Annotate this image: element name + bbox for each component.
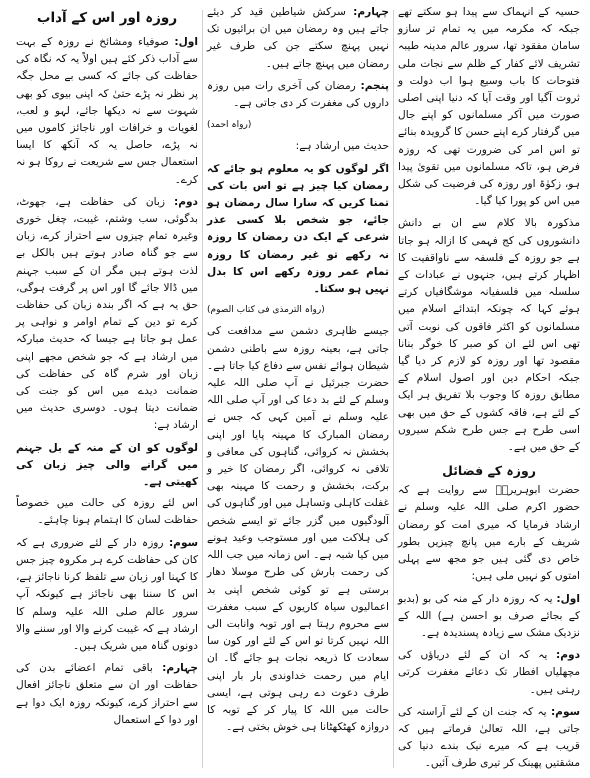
point-label: اول:: [556, 592, 580, 605]
column-middle: [203, 4, 393, 774]
paragraph-text: باقی تمام اعضائے بدن کی حفاظت اور ان سے متعلق ناجائز افعال سے احتراز کرے، کیونکہ روزہ ایک دوا ہے اور دوا کے استعمال: [16, 662, 198, 726]
point-label: اول:: [174, 36, 198, 48]
paragraph: [207, 323, 389, 736]
paragraph: [16, 194, 198, 435]
paragraph: [398, 704, 580, 773]
paragraph: [16, 34, 198, 189]
hadith-quote: لوگوں کو ان کے منہ کے بل جہنم میں گرانے والی چیز زبان کی کھیتی ہے۔: [16, 441, 198, 489]
paragraph-text: حسیہ کے انہماک سے پیدا ہو سکتے تھے جبکہ کہ مکرمہ میں یہ تمام تر سازو سامان مفقود تھا، سرور عالم مدینہ طیبہ تشریف لائے کفار کے ظلم سے نجات ملی فتوحات کا باب وسیع ہوا اب دولت و ثروت آگیا اور وقت آیا کہ دنیا اپنی اصلی صورت میں آکر مسلمانوں کو اپنے جال میں گرفتار کرے اپنے حسن کا گرویدہ بنائے تو اس امر کی ضرورت تھی کہ روزہ فرض ہو، تاکہ مسلمانوں میں تقویٰ پیدا ہو، زکوٰۃ اور روزہ کی فرضیت کی شکل میں اس کو پورا کیا گیا۔: [398, 6, 580, 208]
paragraph-text: روزہ دار کے لئے ضروری ہے کہ کان کی حفاظت کرے ہر مکروہ چیز جس کا کہنا اور زبان سے تلفظ کرنا ناجائز ہے، اس کا سننا بھی ناجائز ہے کیونکہ آپ سرور عالم صلی اللہ علیہ وسلم کا ارشاد ہے کہ غیبت کرنے والا اور سننے والا دونوں گناہ میں شریک ہیں۔: [16, 536, 198, 652]
column-divider: [202, 10, 203, 768]
paragraph-text: یہ کہ روزہ دار کے منہ کی بو (بدبو کے بجائے صرف بو احسن ہے) اللہ کے نزدیک مشک سے زیادہ پسندیدہ ہے۔: [398, 592, 580, 639]
paragraph-text: زبان کی حفاظت ہے، جھوٹ، بدگوئی، سب وشتم، غیبت، چغل خوری وغیرہ تمام چیزوں سے احتراز کرے، زبان سے جو گناہ صادر ہوتے ہیں بالکل بے لذت ہوتے ہیں مگر ان کے سبب جہنم میں ڈالا جائے گا اور اس پر گرفت ہوگی، حق یہ ہے کہ اگر بندہ زبان کی حفاظت کرے تو دین کے تمام اوامر و نواہی پر عمل ہو جاتا ہے جیسا کہ حدیث مبارکہ میں ارشاد ہے کہ جو شخص مجھے اپنی زبان اور شرم گاہ کی حفاظت کی ضمانت دیدے میں اس کو جنت کی ضمانت دیتا ہوں۔ دوسری حدیث میں ارشاد ہے:: [16, 195, 198, 432]
paragraph: [398, 482, 580, 585]
paragraph-text: صوفیاء ومشائخ نے روزہ کے بہت سے آداب ذکر کئے ہیں اولاً یہ کہ نگاہ کی حفاظت کی جائے کہ کسی بے محل جگہ پر نظر نہ پڑے حتیٰ کہ اپنی بیوی کو بھی شہوت سے نہ دیکھا جائے، لہو و لعب، لغویات و خرافات اور ناجائز کاموں میں نہ پڑے، حاصل یہ کہ آنکھ کا ایسا استعمال جس سے شریعت نے روکا ہو نہ کرے۔: [16, 36, 198, 186]
paragraph: [16, 660, 198, 729]
point-label: پنجم:: [360, 79, 389, 92]
paragraph-text: سرکش شیاطین قید کر دیئے جاتے ہیں وہ رمضان میں ان برائیوں تک نہیں پہنچ سکتے جن کی طرف غیر رمضان میں پہنچ جاتے ہیں۔: [207, 6, 389, 70]
paragraph-text: یہ کہ ان کے لئے دریاؤں کی مچھلیاں افطار تک دعائے مغفرت کرتی رہتی ہیں۔: [398, 649, 580, 696]
point-label: چہارم:: [162, 662, 198, 675]
paragraph: [16, 535, 198, 655]
subheading: روزہ کے فضائل: [442, 463, 536, 479]
paragraph-text: اس لئے روزہ کی حالت میں خصوصاً حفاظت لسان کا اہتمام ہونا چاہئے۔: [16, 497, 198, 527]
paragraph-text: یہ کہ جنت ان کے لئے آراستہ کی جاتی ہے، اللہ تعالیٰ فرماتے ہیں کہ قریب ہے کہ میرے نیک بندے دنیا کی مشقتیں پھینک کر تیری طرف آئیں۔: [398, 705, 580, 770]
paragraph: [16, 495, 198, 529]
paragraph-text: حضرت ابوہریرہؓ سے روایت ہے کہ حضور اکرم صلی اللہ علیہ وسلم نے ارشاد فرمایا کہ میری امت کو رمضان شریف کے بارے میں پانچ چیزیں بطور خاص دی گئی ہیں جو مجھ سے پہلی امتوں کو نہیں ملی ہیں:: [398, 484, 580, 583]
paragraph: [398, 647, 580, 699]
hadith-reference: (رواہ احمد): [207, 120, 252, 131]
point-label: دوم:: [555, 649, 581, 662]
hadith-reference: (رواہ الترمذی فی کتاب الصوم): [207, 305, 325, 316]
paragraph-text: جیسے ظاہری دشمن سے مدافعت کی جاتی ہے، بعینہ روزہ سے باطنی دشمن شیطان ہوائے نفس سے دفاع کیا جاتا ہے۔ حضرت جبرئیل نے آپ صلی اللہ علیہ وسلم کے لئے بد دعا کی اور آپ صلی اللہ علیہ وسلم نے آمین کہی کہ جس نے رمضان المبارک کا مہینہ پایا اور اپنی بخشش نہ کروائی، گناہوں کی معافی و تلافی نہ کروائی، اگر رمضان کا خیر و برکت، بخشش و رحمت کا مہینہ بھی غفلت کاہلی وتساہل میں اور گناہوں کی آلودگیوں میں گزر جائے تو ایسے شخص کی ہلاکت میں اور مستوجب وعید ہونے میں کیا شبہ ہے۔ اس زمانہ میں جب اللہ کی رحمت بارش کی طرح موسلا دھار برستی ہے تو کوئی شخص اپنی بد اعمالیوں سیاہ کاریوں کے سبب مغفرت سے محروم رہتا ہے اور توبہ وانابت الی اللہ نہیں کرتا تو اس کے لئے اور کون سا سعادت کا ذریعہ نجات ہو جائے گا۔ ان ایام میں رحمت خداوندی بار بار اپنی طرف دعوت دے رہی ہوتی ہے، ایسی حالت میں اللہ کا پیار کر کے توبہ کا دروازہ کھٹکھٹانا ہی خوش بختی ہے۔: [207, 325, 389, 734]
column-right: [394, 4, 584, 774]
column-left: [12, 4, 202, 774]
point-label: چہارم:: [353, 6, 390, 18]
section-heading: روزہ اور اس کے آداب: [36, 10, 178, 26]
paragraph: [207, 78, 389, 112]
point-label: سوم:: [168, 536, 198, 549]
paragraph: [398, 591, 580, 643]
text-columns: [6, 4, 584, 774]
paragraph: [398, 215, 580, 456]
paragraph-text: رمضان کی آخری رات میں روزہ داروں کی مغفرت کر دی جاتی ہے۔: [207, 79, 389, 110]
paragraph: [398, 4, 580, 210]
paragraph: [207, 4, 389, 73]
point-label: سوم:: [550, 705, 580, 718]
point-label: دوم:: [173, 195, 198, 208]
hadith-quote: اگر لوگوں کو یہ معلوم ہو جائے کہ رمضان کیا چیز ہے تو اس بات کی تمنا کریں کہ سارا سال رمضان ہو جائے، جو شخص بلا کسی عذر شرعی کے ایک دن رمضان کا روزہ نہ رکھے تو غیر رمضان کا روزہ تمام عمر روزہ رکھے اس کا بدل نہیں ہو سکتا۔: [207, 162, 389, 296]
paragraph-text: حدیث میں ارشاد ہے:: [295, 140, 389, 153]
paragraph: [207, 138, 389, 155]
column-divider: [393, 10, 394, 768]
paragraph-text: مذکورہ بالا کلام سے ان بے دانش دانشوروں کی کج فہمی کا ازالہ ہو جاتا ہے جو روزہ کے فلسفہ سے ناواقفیت کا اظہار کرتے ہیں، جنہوں نے عبادات کے سلسلہ میں فلسفیانہ موشگافیاں کرتے ہوئے کہا کہ چونکہ ابتدائے اسلام میں مسلمانوں کو اکثر فاقوں کی نوبت آتی تھی اس لئے ان کو صبر کا خوگر بنانا مقصود تھا اور روزہ کو لازم کر دیا گیا جبکہ احکام دین اور اصول اسلام کے مطابق روزہ کا وجوب بلا تفریق ہر ایک کے لئے ہے، فاقہ کشوں کے حق میں بھی اسی طرح ہے جس طرح شکم سیروں کے حق میں ہے۔: [398, 217, 580, 454]
